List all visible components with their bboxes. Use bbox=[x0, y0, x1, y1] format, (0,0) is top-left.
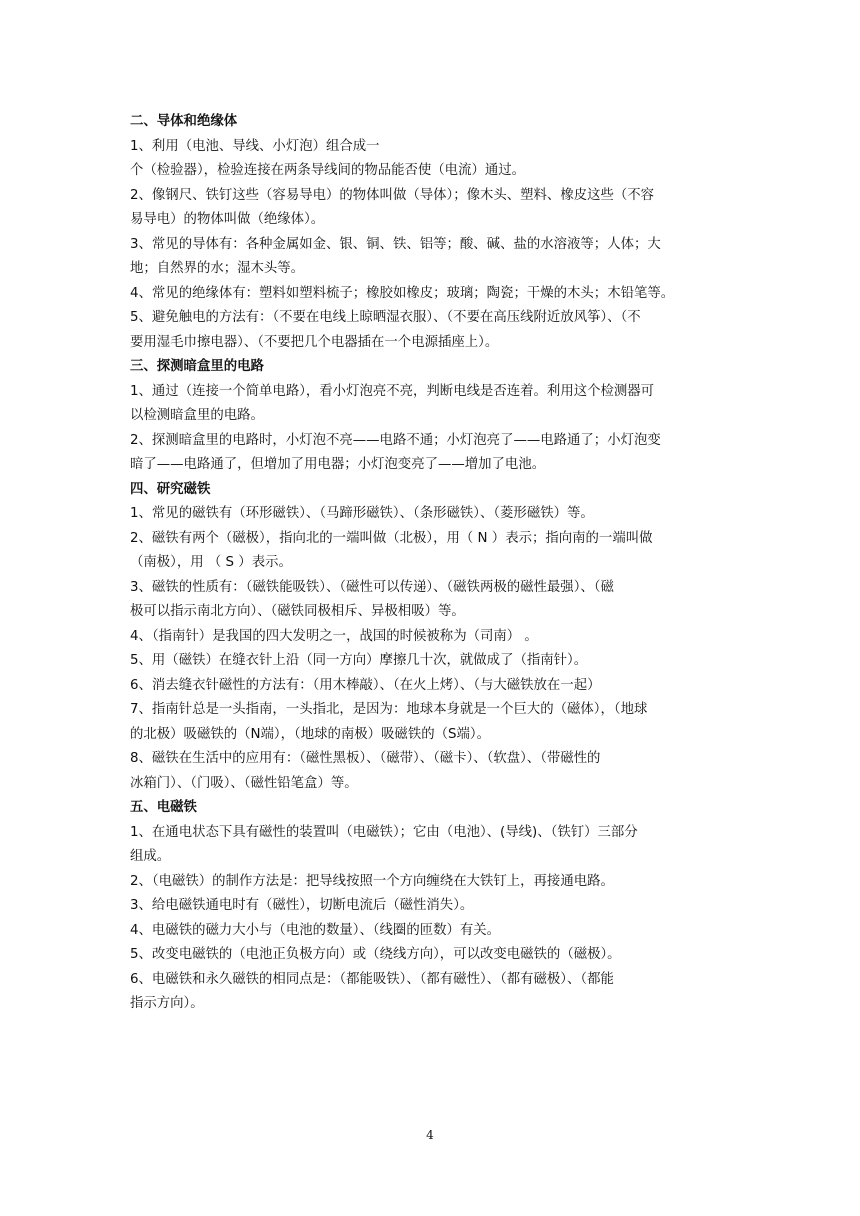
text-line: 1、常见的磁铁有（环形磁铁）、（马蹄形磁铁）、（条形磁铁）、（菱形磁铁）等。 bbox=[130, 506, 594, 521]
text-line: 3、磁铁的性质有：（磁铁能吸铁）、（磁性可以传递）、（磁铁两极的磁性最强）、（磁 bbox=[130, 579, 614, 595]
text-line: 暗了——电路通了，但增加了用电器；小灯泡变亮了——增加了电池。 bbox=[130, 457, 546, 472]
text-line: 5、用（磁铁）在缝衣针上沿（同一方向）摩擦几十次，就做成了（指南针）。 bbox=[130, 653, 588, 668]
text-line: 2、磁铁有两个（磁极），指向北的一端叫做（北极），用（ N ）表示；指向南的一端叫做 bbox=[130, 530, 653, 546]
section-heading: 五、电磁铁 bbox=[130, 800, 197, 815]
text-line: 组成。 bbox=[130, 849, 171, 864]
text-line: 指示方向）。 bbox=[130, 996, 204, 1011]
text-line: （南极），用 （ S ）表示。 bbox=[130, 555, 292, 570]
text-line: 要用湿毛巾擦电器）、（不要把几个电器插在一个电源插座上）。 bbox=[130, 334, 499, 350]
text-line: 易导电）的物体叫做（绝缘体）。 bbox=[130, 212, 325, 227]
text-line: 2、像钢尺、铁钉这些（容易导电）的物体叫做（导体）；像木头、塑料、橡皮这些（不容 bbox=[130, 187, 655, 203]
text-line: 4、常见的绝缘体有：塑料如塑料梳子；橡胶如橡皮；玻璃；陶瓷；干燥的木头；木铅笔等。 bbox=[130, 285, 675, 301]
text-line: 5、改变电磁铁的（电池正负极方向）或（绕线方向），可以改变电磁铁的（磁极）。 bbox=[130, 947, 621, 962]
text-line: 8、磁铁在生活中的应用有：（磁性黑板）、（磁带）、（磁卡）、（软盘）、（带磁性的 bbox=[130, 751, 601, 766]
text-line: 的北极）吸磁铁的（N端），（地球的南极）吸磁铁的（S端）。 bbox=[130, 726, 490, 742]
section-heading: 二、导体和绝缘体 bbox=[130, 114, 238, 129]
text-line: 3、常见的导体有：各种金属如金、银、铜、铁、铝等；酸、碱、盐的水溶液等；人体；大 bbox=[130, 236, 661, 252]
text-line: 7、指南针总是一头指南，一头指北，是因为：地球本身就是一个巨大的（磁体），（地球 bbox=[130, 702, 648, 717]
document-body bbox=[130, 110, 734, 1017]
text-line: 2、探测暗盒里的电路时，小灯泡不亮——电路不通；小灯泡亮了——电路通了；小灯泡变 bbox=[130, 432, 661, 448]
page-number: 4 bbox=[426, 1128, 434, 1142]
text-line: 2、（电磁铁）的制作方法是：把导线按照一个方向缠绕在大铁钉上，再接通电路。 bbox=[130, 873, 614, 889]
text-line: 地；自然界的水；湿木头等。 bbox=[130, 261, 305, 276]
text-line: 极可以指示南北方向）、（磁铁同极相斥、异极相吸）等。 bbox=[130, 604, 465, 619]
text-line: 个（检验器），检验连接在两条导线间的物品能否使（电流）通过。 bbox=[130, 163, 526, 178]
text-line: 6、电磁铁和永久磁铁的相同点是：（都能吸铁）、（都有磁性）、（都有磁极）、（都能 bbox=[130, 971, 614, 987]
text-line: 4、（指南针）是我国的四大发明之一，战国的时候被称为（司南） 。 bbox=[130, 628, 538, 644]
text-line: 1、在通电状态下具有磁性的装置叫（电磁铁）；它由（电池）、(导线)、（铁钉）三部分 bbox=[130, 824, 638, 840]
text-line: 6、消去缝衣针磁性的方法有：（用木棒敲）、（在火上烤）、（与大磁铁放在一起） bbox=[130, 677, 601, 693]
text-line: 3、给电磁铁通电时有（磁性），切断电流后（磁性消失）。 bbox=[130, 898, 474, 913]
text-line: 冰箱门）、（门吸）、（磁性铅笔盒）等。 bbox=[130, 775, 358, 791]
section-heading: 三、探测暗盒里的电路 bbox=[130, 359, 264, 374]
text-line: 以检测暗盒里的电路。 bbox=[130, 408, 264, 423]
text-line: 1、利用（电池、导线、小灯泡）组合成一 bbox=[130, 138, 380, 154]
text-line: 5、避免触电的方法有：（不要在电线上晾晒湿衣服）、（不要在高压线附近放风筝）、（不 bbox=[130, 310, 641, 325]
text-line: 4、电磁铁的磁力大小与（电池的数量）、（线圈的匝数）有关。 bbox=[130, 922, 501, 938]
text-line: 1、通过（连接一个简单电路），看小灯泡亮不亮，判断电线是否连着。利用这个检测器可 bbox=[130, 383, 655, 399]
section-heading: 四、研究磁铁 bbox=[130, 481, 211, 497]
